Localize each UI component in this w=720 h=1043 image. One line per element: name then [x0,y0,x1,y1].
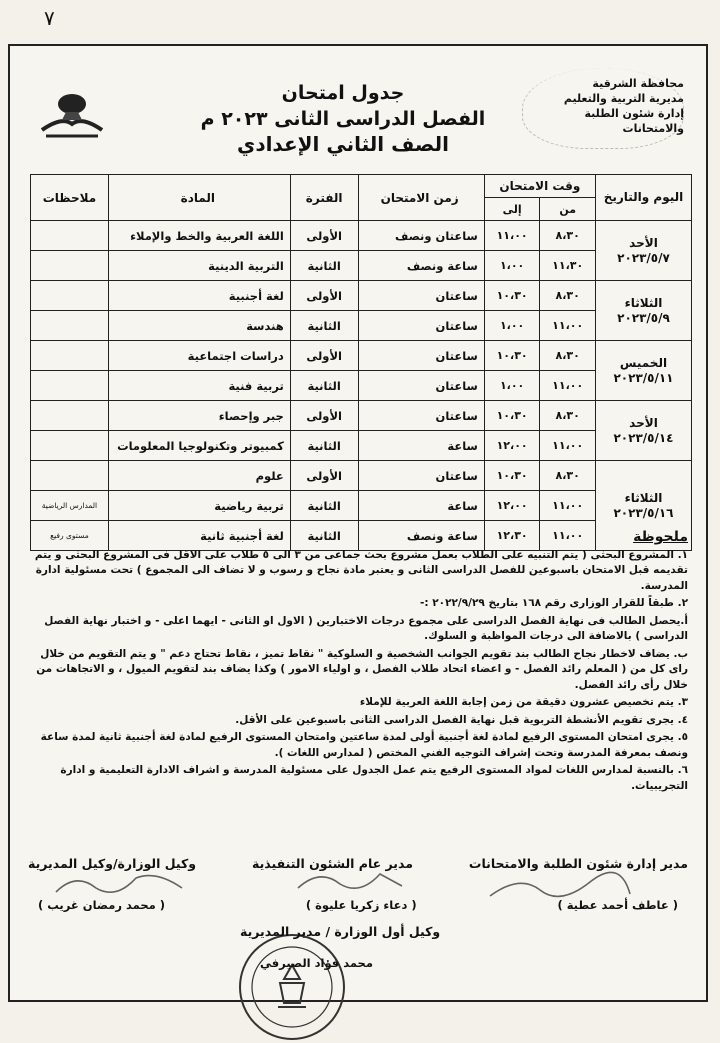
table-row [31,401,692,431]
note-item: ١. المشروع البحثى ( يتم التنبيه على الطلاب بعمل مشروع بحث جماعى من ٣ الى ٥ طلاب على الاقل فى المشروع البحثى و يتم تقديمه قبل الامتحان باسبوعين للفصل الدراسى الثانى و يعتبر مادة نجاح و رسوب و لا تضاف الى المجموع ) تحت مسئولية ادارة المدرسة. [34,548,688,592]
time-from-cell: ١١،٠٠ [540,431,596,461]
header-to: إلى [484,198,540,221]
note-cell [31,251,109,281]
duration-cell: ساعة ونصف [358,521,484,551]
organization-block [534,76,684,136]
time-to-cell: ١٢،٠٠ [484,431,540,461]
time-to-cell: ١،٠٠ [484,371,540,401]
signature-name-third: محمد فؤاد الصيرفي [260,956,373,970]
official-stamp-icon [236,931,348,1043]
note-item: ٢. طبقاً للقرار الوزارى رقم ١٦٨ بتاريخ ٢٠٢٢/٩/٢٩ :- [420,597,688,609]
subject-cell: كمبيوتر وتكنولوجيا المعلومات [108,431,290,461]
signature-name-left: ( محمد رمضان غريب ) [38,898,165,912]
signature-left-icon [50,866,190,902]
period-cell: الثانية [290,371,358,401]
header-time: وقت الامتحان [484,175,595,198]
duration-cell: ساعتان [358,461,484,491]
subject-cell: هندسة [108,311,290,341]
subject-cell: اللغة العربية والخط والإملاء [108,221,290,251]
period-cell: الأولى [290,461,358,491]
exam-schedule-table [30,174,692,551]
subject-cell: لغة أجنبية ثانية [108,521,290,551]
time-from-cell: ٨،٣٠ [540,221,596,251]
time-to-cell: ١٠،٣٠ [484,461,540,491]
table-header-row [31,175,692,198]
period-cell: الأولى [290,401,358,431]
time-to-cell: ١٠،٣٠ [484,281,540,311]
signature-title-right: مدير إدارة شئون الطلبة والامتحانات [468,856,688,871]
note-cell [31,371,109,401]
time-from-cell: ١١،٠٠ [540,521,596,551]
term-title: الفصل الدراسى الثانى ٢٠٢٣ م [200,108,486,130]
duration-cell: ساعتان ونصف [358,221,484,251]
table-row [31,311,692,341]
subject-cell: لغة أجنبية [108,281,290,311]
header-duration: زمن الامتحان [358,175,484,221]
period-cell: الثانية [290,311,358,341]
note-item: ٤. يجرى تقويم الأنشطة التربوية قبل نهاية الفصل الدراسى الثانى باسبوعين على الأقل. [235,713,688,726]
note-cell [31,341,109,371]
notes-heading: ملحوظة [633,529,688,545]
period-cell: الأولى [290,221,358,251]
table-row [31,431,692,461]
duration-cell: ساعة [358,491,484,521]
note-cell [31,311,109,341]
day-name: الأحد [629,235,658,250]
corner-mark: ٧ [44,6,55,30]
period-cell: الثانية [290,491,358,521]
duration-cell: ساعتان [358,341,484,371]
day-name: الثلاثاء [624,490,663,505]
day-date-cell [595,221,691,281]
time-to-cell: ١٠،٣٠ [484,341,540,371]
period-cell: الثانية [290,521,358,551]
signature-names [38,898,678,912]
duration-cell: ساعتان [358,311,484,341]
subject-cell: جبر وإحصاء [108,401,290,431]
duration-cell: ساعتان [358,281,484,311]
header-period: الفترة [290,175,358,221]
notes-section [28,530,688,796]
grade-title: الصف الثاني الإعدادي [236,132,449,156]
note-item: ٣. يتم تخصيص عشرون دقيقة من زمن إجابة اللغة العربية للإملاء [359,696,688,708]
schedule-body [31,221,692,551]
title-block [160,82,526,156]
signature-name-center: ( دعاء زكريا عليوة ) [305,898,417,912]
subject-cell: تربية فنية [108,371,290,401]
day-name: الثلاثاء [624,295,663,310]
header-day: اليوم والتاريخ [595,175,691,221]
signature-name-right: ( عاطف أحمد عطية ) [557,898,678,912]
time-to-cell: ١،٠٠ [484,251,540,281]
time-from-cell: ٨،٣٠ [540,401,596,431]
exam-date: ٢٠٢٣/٥/١٤ [613,430,674,445]
duration-cell: ساعة [358,431,484,461]
time-from-cell: ٨،٣٠ [540,281,596,311]
note-item: ب. يضاف لاخطار نجاح الطالب بند تقويم الجوانب الشخصية و السلوكية " نقاط تميز ، نقاط تحتاج دعم " و يتم التقويم من خلال راى كل من ( المعلم رائد الفصل - و اعضاء اتحاد طلاب الفصل ، و اولياء الامور ) وكذا يضاف بند لتقويم الميول ، و الاتجاهات من خلال رأى رائد الفصل. [36,647,688,691]
time-to-cell: ١،٠٠ [484,311,540,341]
signature-title-left: وكيل الوزارة/وكيل المديرية [28,856,197,871]
note-cell [31,281,109,311]
time-to-cell: ١٢،٠٠ [484,491,540,521]
duration-cell: ساعتان [358,371,484,401]
exam-date: ٢٠٢٣/٥/١٦ [613,505,674,520]
period-cell: الثانية [290,251,358,281]
day-name: الخميس [619,355,668,370]
org-line-governorate: محافظة الشرقية [592,77,684,90]
day-date-cell [595,341,691,401]
signature-center-icon [290,864,410,900]
duration-cell: ساعتان [358,401,484,431]
subject-cell: دراسات اجتماعية [108,341,290,371]
exam-date: ٢٠٢٣/٥/٩ [617,310,670,325]
period-cell: الثانية [290,431,358,461]
period-cell: الأولى [290,281,358,311]
exam-date: ٢٠٢٣/٥/٧ [617,250,670,265]
day-name: الأحد [629,415,658,430]
time-from-cell: ١١،٠٠ [540,491,596,521]
document-header [10,46,706,166]
table-row [31,221,692,251]
note-cell [31,401,109,431]
header-subject: المادة [108,175,290,221]
time-from-cell: ١١،٠٠ [540,371,596,401]
subject-cell: التربية الدينية [108,251,290,281]
subject-cell: علوم [108,461,290,491]
signature-title-center: مدير عام الشئون التنفيذية [252,856,413,871]
time-from-cell: ٨،٣٠ [540,341,596,371]
header-from: من [540,198,596,221]
note-item: ٥. يجرى امتحان المستوى الرفيع لمادة لغة أجنبية أولى لمدة ساعتين وامتحان المستوى الرفيع لمادة لغة أجنبية ثانية لمدة ساعة ونصف بمعرفة المدرسة وتحت إشراف التوجيه الفني المختص ( لمدارس اللغات ). [40,731,688,759]
note-item: أ.يحصل الطالب فى نهاية الفصل الدراسى على مجموع درجات الاختبارين ( الاول او الثانى - ايهما اعلى - و اختبار نهاية الفصل الدراسى ) بالاضافة الى درجات المواظبة و السلوك. [44,614,688,642]
note-cell [31,221,109,251]
document-title: جدول امتحان [281,82,405,104]
ministry-logo-icon [32,90,112,146]
note-cell: مستوى رفيع [31,521,109,551]
table-row [31,281,692,311]
org-line-directorate: مديرية التربية والتعليم [563,92,684,105]
table-row [31,461,692,491]
exam-schedule-document [8,44,708,1002]
org-line-department: إدارة شئون الطلبة والامتحانات [584,107,684,135]
time-to-cell: ١٢،٣٠ [484,521,540,551]
note-cell [31,431,109,461]
period-cell: الأولى [290,341,358,371]
subject-cell: تربية رياضية [108,491,290,521]
time-from-cell: ٨،٣٠ [540,461,596,491]
time-to-cell: ١١،٠٠ [484,221,540,251]
time-to-cell: ١٠،٣٠ [484,401,540,431]
day-date-cell [595,281,691,341]
note-cell: المدارس الرياضية [31,491,109,521]
day-date-cell [595,401,691,461]
duration-cell: ساعة ونصف [358,251,484,281]
time-from-cell: ١١،٠٠ [540,311,596,341]
note-cell [31,461,109,491]
table-row [31,491,692,521]
wreath-emblem-icon [522,68,684,149]
time-from-cell: ١١،٣٠ [540,251,596,281]
exam-date: ٢٠٢٣/٥/١١ [613,370,674,385]
notes-list [28,548,688,795]
table-row [31,371,692,401]
header-notes: ملاحظات [31,175,109,221]
note-item: ٦. بالنسبة لمدارس اللغات لمواد المستوى الرفيع يتم عمل الجدول على مسئولية المدرسة و اشراف الادارة التعليمية و ادارة التجريبيات. [60,764,688,792]
table-row [31,341,692,371]
signature-title-third: وكيل أول الوزارة / مدير المديرية [240,924,441,939]
table-row [31,251,692,281]
